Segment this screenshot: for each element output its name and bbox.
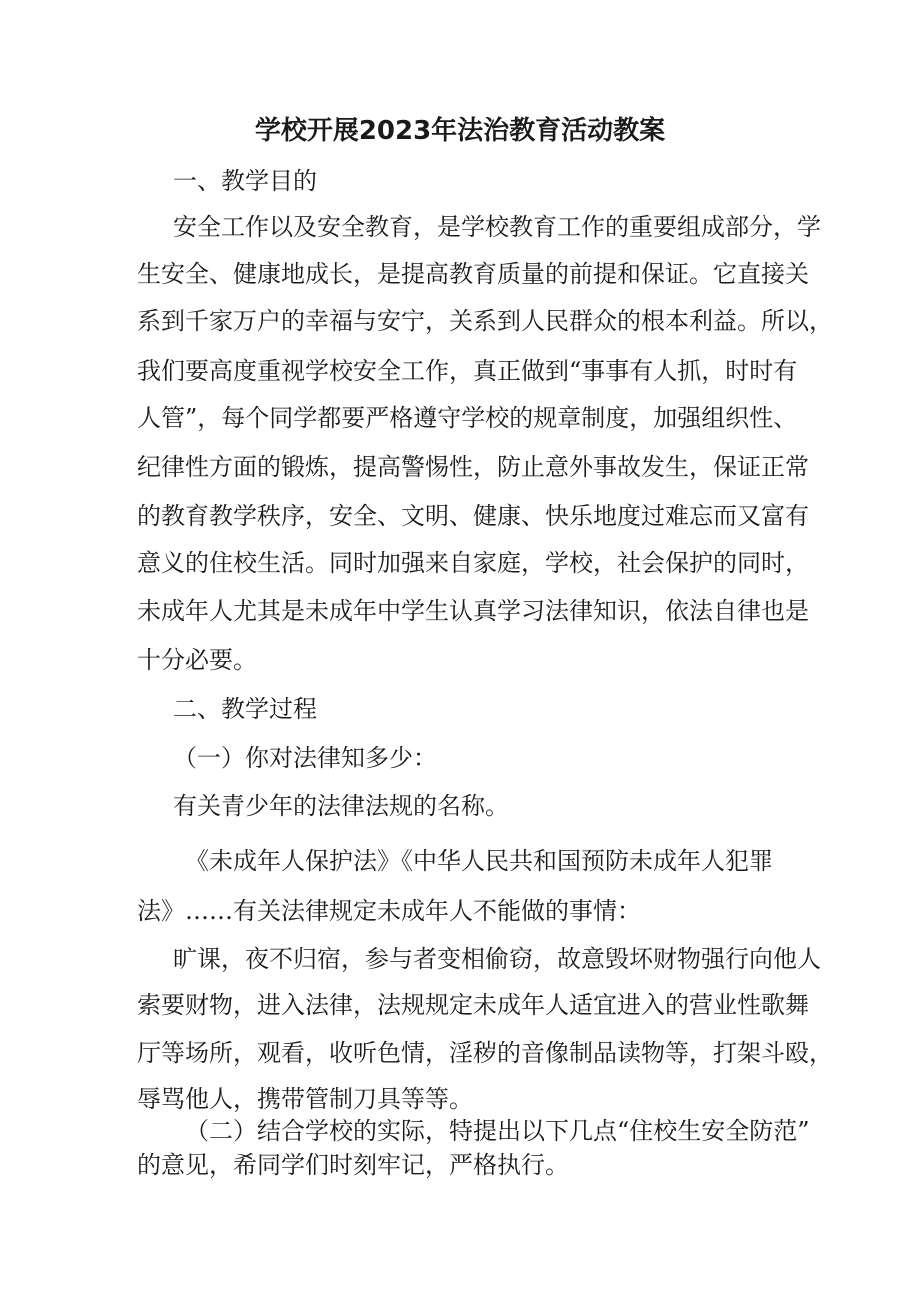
paragraph-line: 索要财物，进入法律，法规规定未成年人适宜进入的营业性歌舞 xyxy=(137,991,809,1019)
law-names-line: 法》……有关法律规定未成年人不能做的事情： xyxy=(137,897,641,925)
section-heading-objectives: 一、教学目的 xyxy=(173,167,317,195)
paragraph-line: 辱骂他人，携带管制刀具等等。 xyxy=(137,1085,473,1113)
paragraph-line: 厅等场所，观看，收听色情，淫秽的音像制品读物等，打架斗殴， xyxy=(137,1039,833,1067)
paragraph-line: 生安全、健康地成长，是提高教育质量的前提和保证。它直接关 xyxy=(137,260,809,288)
paragraph-line: 未成年人尤其是未成年中学生认真学习法律知识，依法自律也是 xyxy=(137,597,809,625)
document-title: 学校开展2023年法治教育活动教案 xyxy=(254,116,666,146)
paragraph-line: 十分必要。 xyxy=(137,646,257,674)
paragraph-line: 意义的住校生活。同时加强来自家庭，学校，社会保护的同时， xyxy=(137,549,809,577)
paragraph-line: 的意见，希同学们时刻牢记，严格执行。 xyxy=(137,1151,569,1179)
paragraph-line: 纪律性方面的锻炼，提高警惕性，防止意外事故发生，保证正常 xyxy=(137,453,809,481)
paragraph-line: 人管”，每个同学都要严格遵守学校的规章制度，加强组织性、 xyxy=(137,404,798,432)
paragraph-line: 有关青少年的法律法规的名称。 xyxy=(173,792,509,820)
subsection-heading-safety: （二）结合学校的实际，特提出以下几点“住校生安全防范” xyxy=(185,1117,810,1145)
paragraph-line: 安全工作以及安全教育，是学校教育工作的重要组成部分，学 xyxy=(173,213,821,241)
law-names-line: 《未成年人保护法》《中华人民共和国预防未成年人犯罪 xyxy=(185,847,773,875)
subsection-heading-law-knowledge: （一）你对法律知多少： xyxy=(173,744,437,772)
paragraph-line: 我们要高度重视学校安全工作，真正做到“事事有人抓，时时有 xyxy=(137,357,798,385)
section-heading-process: 二、教学过程 xyxy=(173,695,317,723)
paragraph-line: 系到千家万户的幸福与安宁，关系到人民群众的根本利益。所以， xyxy=(137,307,833,335)
paragraph-line: 旷课，夜不归宿，参与者变相偷窃，故意毁坏财物强行向他人 xyxy=(173,945,821,973)
paragraph-line: 的教育教学秩序，安全、文明、健康、快乐地度过难忘而又富有 xyxy=(137,502,809,530)
